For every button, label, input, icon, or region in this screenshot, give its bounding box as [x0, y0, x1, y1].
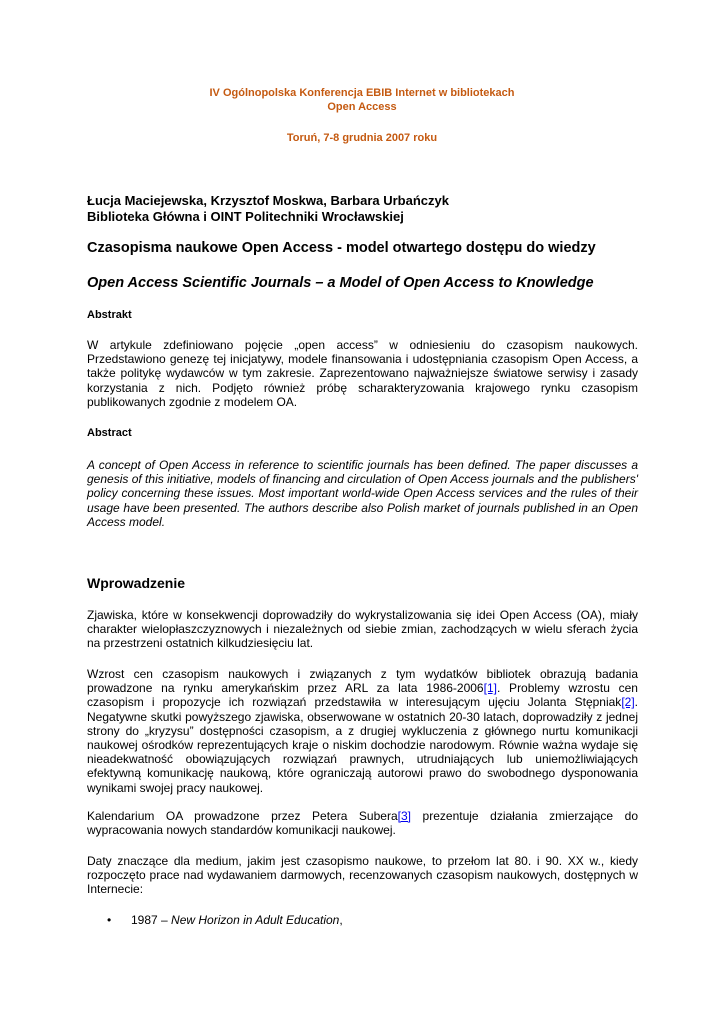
- abstract-text: A concept of Open Access in reference to scientific journals has been defined. The paper discusses a genesis of this initiative, models of financing and circulation of Open Access journals and the publishers' policy concerning these issues. Most important world-wide Open Access services and the rules of their usage have been presented. The authors describe also Polish market of journals published in an Open Access model.: [87, 458, 638, 529]
- authors-block: [87, 193, 449, 225]
- bullet-title: New Horizon in Adult Education: [171, 913, 340, 927]
- author-affiliation: Biblioteka Główna i OINT Politechniki Wrocławskiej: [87, 209, 404, 224]
- paper-title-english: Open Access Scientific Journals – a Model of Open Access to Knowledge: [87, 275, 594, 291]
- list-item: [107, 913, 343, 927]
- intro-p2-text-c: . Negatywne skutki powyższego zjawiska, obserwowane w ostatnich 20-30 latach, doprowadziły z jednej strony do „kryzysu” dostępności czasopism, a z drugiej wykluczenia z głównego nurtu komunikacji naukowej ośrodków reprezentujących kraje o niskim dochodzie narodowym. Równie ważna wydaje się nieadekwatność obowiązujących rozwiązań prawnych, utrudniających lub uniemożliwiających efektywną komunikację naukową, które ograniczają autorowi prawo do swobodnego dysponowania wynikami swojej pracy naukowej.: [87, 695, 638, 795]
- conference-line-1: IV Ogólnopolska Konferencja EBIB Internet w bibliotekach: [209, 87, 515, 99]
- bullet-year: 1987 –: [131, 913, 172, 927]
- conference-title: [0, 86, 724, 114]
- reference-link-2[interactable]: [2]: [621, 695, 635, 710]
- intro-paragraph-4: Daty znaczące dla medium, jakim jest czasopismo naukowe, to przełom lat 80. i 90. XX w., kiedy rozpoczęto prace nad wydawaniem darmowych, recenzowanych czasopism naukowych, dostępnych w Internecie:: [87, 854, 638, 897]
- abstrakt-text: W artykule zdefiniowano pojęcie „open access” w odniesieniu do czasopism naukowych. Przedstawiono genezę tej inicjatywy, modele finansowania i udostępniania czasopism Open Access, a także politykę wydawców w tym zakresie. Zaprezentowano najważniejsze światowe serwisy i zasady korzystania z nich. Podjęto również próbę scharakteryzowania krajowego rynku czasopism publikowanych zgodnie z modelem OA.: [87, 338, 638, 409]
- author-names: Łucja Maciejewska, Krzysztof Moskwa, Barbara Urbańczyk: [87, 193, 449, 208]
- intro-paragraph-1: Zjawiska, które w konsekwencji doprowadziły do wykrystalizowania się idei Open Access (OA), miały charakter wielopłaszczyznowych i niezależnych od siebie zmian, zachodzących w wielu sferach życia na przestrzeni ostatnich kilkudziesięciu lat.: [87, 608, 638, 651]
- bullet-icon: •: [107, 913, 112, 927]
- intro-p2-text-b: . Problemy wzrostu cen czasopism i propozycje ich rozwiązań przedstawiła w interesującym ujęciu Jolanta Stępniak: [87, 681, 638, 710]
- paper-title-polish: Czasopisma naukowe Open Access - model otwartego dostępu do wiedzy: [87, 240, 596, 256]
- reference-link-3[interactable]: [3]: [397, 809, 411, 823]
- abstract-heading: Abstract: [87, 427, 132, 439]
- conference-line-2: Open Access: [327, 101, 397, 113]
- intro-p3-text-b: prezentuje działania zmierzające do wypracowania nowych standardów komunikacji naukowej.: [87, 809, 639, 838]
- intro-p3-text-a: Kalendarium OA prowadzone przez Petera Subera: [87, 809, 398, 823]
- section-heading-introduction: Wprowadzenie: [87, 575, 186, 591]
- abstrakt-heading: Abstrakt: [87, 309, 132, 321]
- intro-paragraph-2: [87, 667, 638, 795]
- conference-place-date: Toruń, 7-8 grudnia 2007 roku: [286, 132, 438, 144]
- reference-link-1[interactable]: [1]: [483, 681, 497, 696]
- intro-paragraph-3: [87, 809, 638, 837]
- intro-p2-text-a: Wzrost cen czasopism naukowych i związanych z tym wydatków bibliotek obrazują badania prowadzone na rynku amerykańskim przez ARL za lata 1986-2006: [87, 667, 638, 696]
- bullet-tail: ,: [339, 913, 343, 927]
